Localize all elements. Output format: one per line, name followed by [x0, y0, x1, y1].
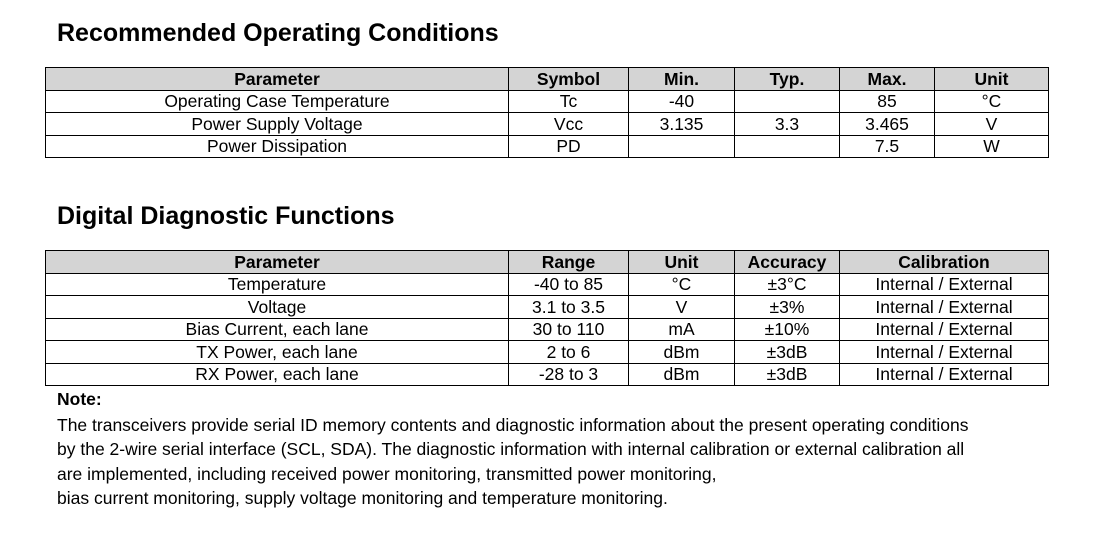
- cell-range: 3.1 to 3.5: [509, 296, 629, 319]
- cell-parameter: RX Power, each lane: [46, 363, 509, 386]
- note-body: [57, 413, 1067, 510]
- cell-parameter: Operating Case Temperature: [46, 90, 509, 113]
- cell-unit: W: [935, 135, 1049, 158]
- cell-parameter: Power Supply Voltage: [46, 113, 509, 136]
- diagnostic-functions-title: Digital Diagnostic Functions: [57, 202, 395, 230]
- cell-max: 7.5: [840, 135, 935, 158]
- table-row: [46, 318, 1049, 341]
- cell-unit: °C: [935, 90, 1049, 113]
- table-row: [46, 113, 1049, 136]
- note-line: by the 2-wire serial interface (SCL, SDA). The diagnostic information with internal calibration or external calibration all: [57, 439, 965, 460]
- cell-min: -40: [629, 90, 735, 113]
- column-header-min: Min.: [629, 68, 735, 91]
- cell-calibration: Internal / External: [840, 341, 1049, 364]
- cell-range: 2 to 6: [509, 341, 629, 364]
- cell-calibration: Internal / External: [840, 273, 1049, 296]
- table-row: [46, 341, 1049, 364]
- cell-accuracy: ±3%: [735, 296, 840, 319]
- table-row: [46, 273, 1049, 296]
- column-header-calibration: Calibration: [840, 251, 1049, 274]
- table-header-row: [46, 251, 1049, 274]
- cell-unit: mA: [629, 318, 735, 341]
- cell-parameter: TX Power, each lane: [46, 341, 509, 364]
- cell-symbol: Tc: [509, 90, 629, 113]
- cell-parameter: Voltage: [46, 296, 509, 319]
- column-header-unit: Unit: [629, 251, 735, 274]
- cell-accuracy: ±3dB: [735, 341, 840, 364]
- cell-symbol: Vcc: [509, 113, 629, 136]
- note-line: The transceivers provide serial ID memory contents and diagnostic information about the present operating conditions: [57, 415, 969, 435]
- cell-parameter: Temperature: [46, 273, 509, 296]
- cell-range: 30 to 110: [509, 318, 629, 341]
- cell-symbol: PD: [509, 135, 629, 158]
- cell-calibration: Internal / External: [840, 318, 1049, 341]
- column-header-range: Range: [509, 251, 629, 274]
- cell-typ: [735, 90, 840, 113]
- note-line: are implemented, including received power monitoring, transmitted power monitoring,: [57, 463, 717, 484]
- cell-unit: dBm: [629, 341, 735, 364]
- cell-unit: V: [629, 296, 735, 319]
- table-row: [46, 90, 1049, 113]
- column-header-accuracy: Accuracy: [735, 251, 840, 274]
- cell-max: 85: [840, 90, 935, 113]
- cell-range: -28 to 3: [509, 363, 629, 386]
- cell-min: 3.135: [629, 113, 735, 136]
- operating-conditions-title: Recommended Operating Conditions: [57, 19, 499, 47]
- cell-unit: dBm: [629, 363, 735, 386]
- table-row: [46, 135, 1049, 158]
- cell-min: [629, 135, 735, 158]
- column-header-parameter: Parameter: [46, 251, 509, 274]
- table-header-row: [46, 68, 1049, 91]
- column-header-unit: Unit: [935, 68, 1049, 91]
- column-header-symbol: Symbol: [509, 68, 629, 91]
- column-header-parameter: Parameter: [46, 68, 509, 91]
- note-label: Note:: [57, 389, 102, 409]
- cell-typ: 3.3: [735, 113, 840, 136]
- cell-parameter: Power Dissipation: [46, 135, 509, 158]
- operating-conditions-table: [45, 67, 1049, 158]
- diagnostic-functions-table: [45, 250, 1049, 386]
- table-row: [46, 363, 1049, 386]
- cell-unit: °C: [629, 273, 735, 296]
- cell-parameter: Bias Current, each lane: [46, 318, 509, 341]
- cell-calibration: Internal / External: [840, 363, 1049, 386]
- cell-unit: V: [935, 113, 1049, 136]
- cell-range: -40 to 85: [509, 273, 629, 296]
- cell-accuracy: ±3dB: [735, 363, 840, 386]
- cell-calibration: Internal / External: [840, 296, 1049, 319]
- cell-accuracy: ±3°C: [735, 273, 840, 296]
- cell-accuracy: ±10%: [735, 318, 840, 341]
- column-header-typ: Typ.: [735, 68, 840, 91]
- cell-max: 3.465: [840, 113, 935, 136]
- cell-typ: [735, 135, 840, 158]
- note-line: bias current monitoring, supply voltage monitoring and temperature monitoring.: [57, 487, 668, 508]
- table-row: [46, 296, 1049, 319]
- column-header-max: Max.: [840, 68, 935, 91]
